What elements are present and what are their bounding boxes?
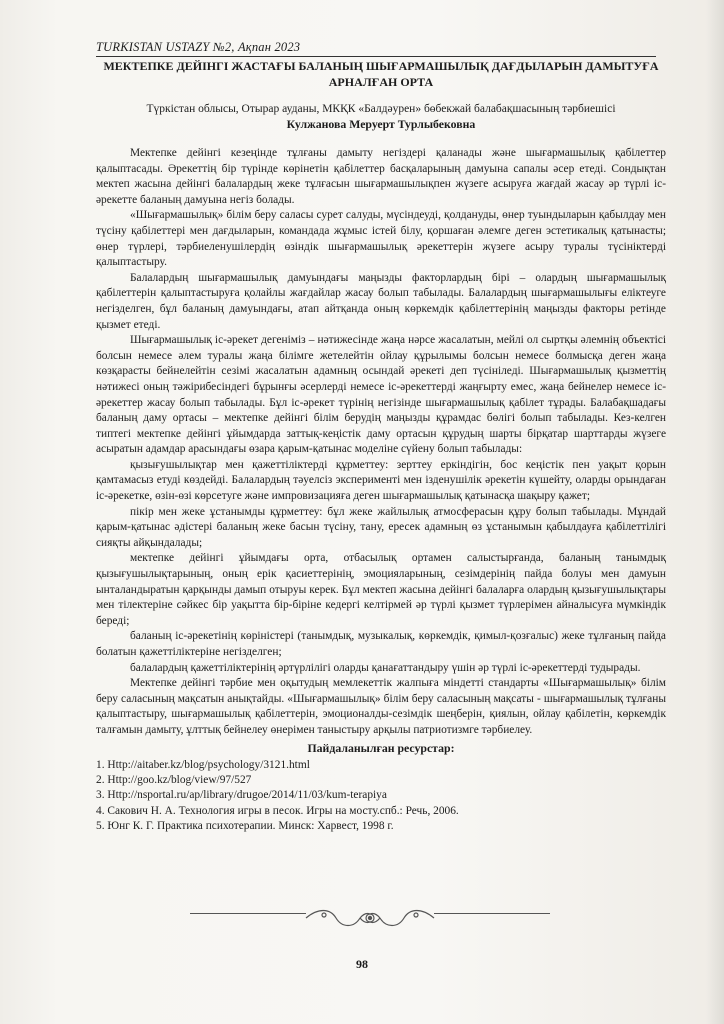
- page-number: 98: [356, 957, 368, 971]
- references-list: [96, 758, 666, 835]
- reference-item: 1. Http://aitaber.kz/blog/psychology/3121.html: [96, 758, 310, 771]
- article-content: [96, 56, 666, 835]
- article-body: [96, 146, 666, 739]
- paragraph: Балалардың шығармашылық дамуындағы маңызды факторлардың бірі – олардың шығармашылық қабілеттерін қалыптастыруға қолайлы жағдайлар жасау болып табылады. Балалардың шығармашылығы еліктеуге негізделген, бұл баланың дамуындағы, атап айтқанда оның көркемдік қабілеттерінің маңызды факторы ретінде қызмет етеді.: [96, 271, 666, 331]
- paragraph: Шығармашылық іс-әрекет дегеніміз – нәтижесінде жаңа нәрсе жасалатын, мейлі ол сыртқы әлемнің объектісі болсын немесе әлем туралы жаңа білімге жетелейтін ойлау құрылымы болсын немесе болмысқа деген жаңа көзқарасты бейнелейтін сезімі жасалатын адамның осындай әрекеті деп түсініледі. Шығармашылық қызметтің нәтижесі оның тәжірибесіндегі бұрынғы әсерлерді немесе іс-әрекеттерді жаңғырту емес, жаңа бейнелер немесе іс-әрекеттер жасау болып табылады. Бұл іс-әрекет түрінің негізінде шығармашылық қабілет тұрады. Балабақшадағы баланың даму ортасы – мектепке дейінгі білім берудің маңызды құрамдас бөлігі болып табылады. Кез-келген типтегі мектепке дейінгі ұйымдарда заттық-кеңістік даму ортасын құрудың шарты бірқатар шарттарды жүзеге асыратын адамдар арасындағы өзара қарым-қатынас моделіне сүйену болып табылады:: [96, 334, 666, 456]
- reference-item: 3. Http://nsportal.ru/ap/library/drugoe/2014/11/03/kum-terapiya: [96, 789, 387, 802]
- article-title: МЕКТЕПКЕ ДЕЙІНГІ ЖАСТАҒЫ БАЛАНЫҢ ШЫҒАРМАШЫЛЫҚ ДАҒДЫЛАРЫН ДАМЫТУҒА АРНАЛҒАН ОРТА: [103, 59, 659, 89]
- author-affiliation: Түркістан облысы, Отырар ауданы, МКҚК «Балдәурен» бөбекжай балабақшасының тәрбиешісі: [146, 103, 616, 115]
- references-heading: Пайдаланылған ресурстар:: [307, 740, 455, 755]
- paragraph: пікір мен жеке ұстанымды құрметтеу: бұл жеке жайлылық атмосферасын құру болып табылады. Мұндай қарым-қатынас әдістері баланың жеке басын түсіну, тану, ересек адамның өз ұстанымын қабылдауға қабілеттілігі сияқты айқындалады;: [96, 505, 666, 549]
- paragraph: «Шығармашылық» білім беру саласы сурет салуды, мүсіндеуді, қолдануды, өнер туындыларын қабылдау мен түсіну қабілеттері мен дағдыларын, командада жұмыс істей білу, қоршаған әлемге деген эстетикалық қатынасты; өнер түрлері, тәрбиеленушілердің өзіндік шығармашылық әрекеттерін жүзеге асыру туралы түсініктерді қалыптастыру.: [96, 209, 666, 269]
- ornament-rule-right: [434, 913, 550, 914]
- paragraph: Мектепке дейінгі кезеңінде тұлғаны дамыту негіздері қаланады және шығармашылық қабілеттер қалыптасады. Әрекеттің бір түрінде көрінетін қабілеттер басқаларының дамуына сапалы әсер етеді. Сондықтан мектеп жасына дейінгі балалардың жеке тұлғасын шығармашылықпен жүзеге асыруға жағдай жасау әр түрлі іс-әрекетте баланың дамуына негіз болады.: [96, 147, 666, 206]
- reference-item: 2. Http://goo.kz/blog/view/97/527: [96, 773, 252, 786]
- ornament-rule-left: [190, 913, 306, 914]
- paragraph: Мектепке дейінгі тәрбие мен оқытудың мемлекеттік жалпыға міндетті стандарты «Шығармашылық» білім беру саласының мақсатын анықтайды. «Шығармашылық» білім беру саласының мақсаты - шығармашылық тұлғаны қалыптастыру, шығармашылық қабілеттерін, эмоционалды-сезімдік шеңберін, қиялын, ойлау қабілетін, көркемдік талғамын дамыту, ұлттық бейнелеу өнерімен таныстыру арқылы патриотизмге тәрбиелеу.: [96, 677, 666, 736]
- reference-item: 5. Юнг К. Г. Практика психотерапии. Минск: Харвест, 1998 г.: [96, 820, 394, 833]
- paragraph: балалардың қажеттіліктерінің әртүрлілігі оларды қанағаттандыру үшін әр түрлі іс-әрекеттерді тудырады.: [130, 661, 641, 674]
- running-head: TURKISTAN USTAZY №2, Ақпан 2023: [96, 40, 656, 57]
- paragraph: мектепке дейінгі ұйымдағы орта, отбасылық ортамен салыстырғанда, баланың танымдық қызығушылықтарының, оның ерік қасиеттерінің, эмоцияларының, сезімдерінің пайда болуы мен дамуын ынталандыратын қарқынды дамып отыруы керек. Бұл мектеп жасына дейінгі балаларға олардың қызығушылықтары мен тілектеріне сәйкес бір уақытта бір-біріне кедергі келтірмей әр түрлі қызмет түрлерімен айналысуға мүмкіндік береді;: [96, 552, 666, 627]
- reference-item: 4. Сакович Н. А. Технология игры в песок. Игры на мосту.спб.: Речь, 2006.: [96, 804, 459, 817]
- paragraph: қызығушылықтар мен қажеттіліктерді құрметтеу: зерттеу еркіндігін, бос кеңістік пен уақыт қорын қамтамасыз етуді көздейді. Балалардың тәуелсіз эксперименті мен ізденушілік әрекетін күшейту, оларды орындаған іс-әрекетке, өзін-өзі көрсетуге және импровизацияға деген шығармашылық қатынасқа шақыру қажет;: [96, 458, 666, 503]
- paragraph: баланың іс-әрекетінің көріністері (танымдық, музыкалық, көркемдік, қимыл-қозғалыс) жеке тұлғаның пайда болатын қажеттіліктеріне негізделген;: [96, 630, 666, 658]
- scroll-ornament-icon: [300, 906, 440, 930]
- author-name: Кулжанова Меруерт Турлыбековна: [286, 117, 476, 131]
